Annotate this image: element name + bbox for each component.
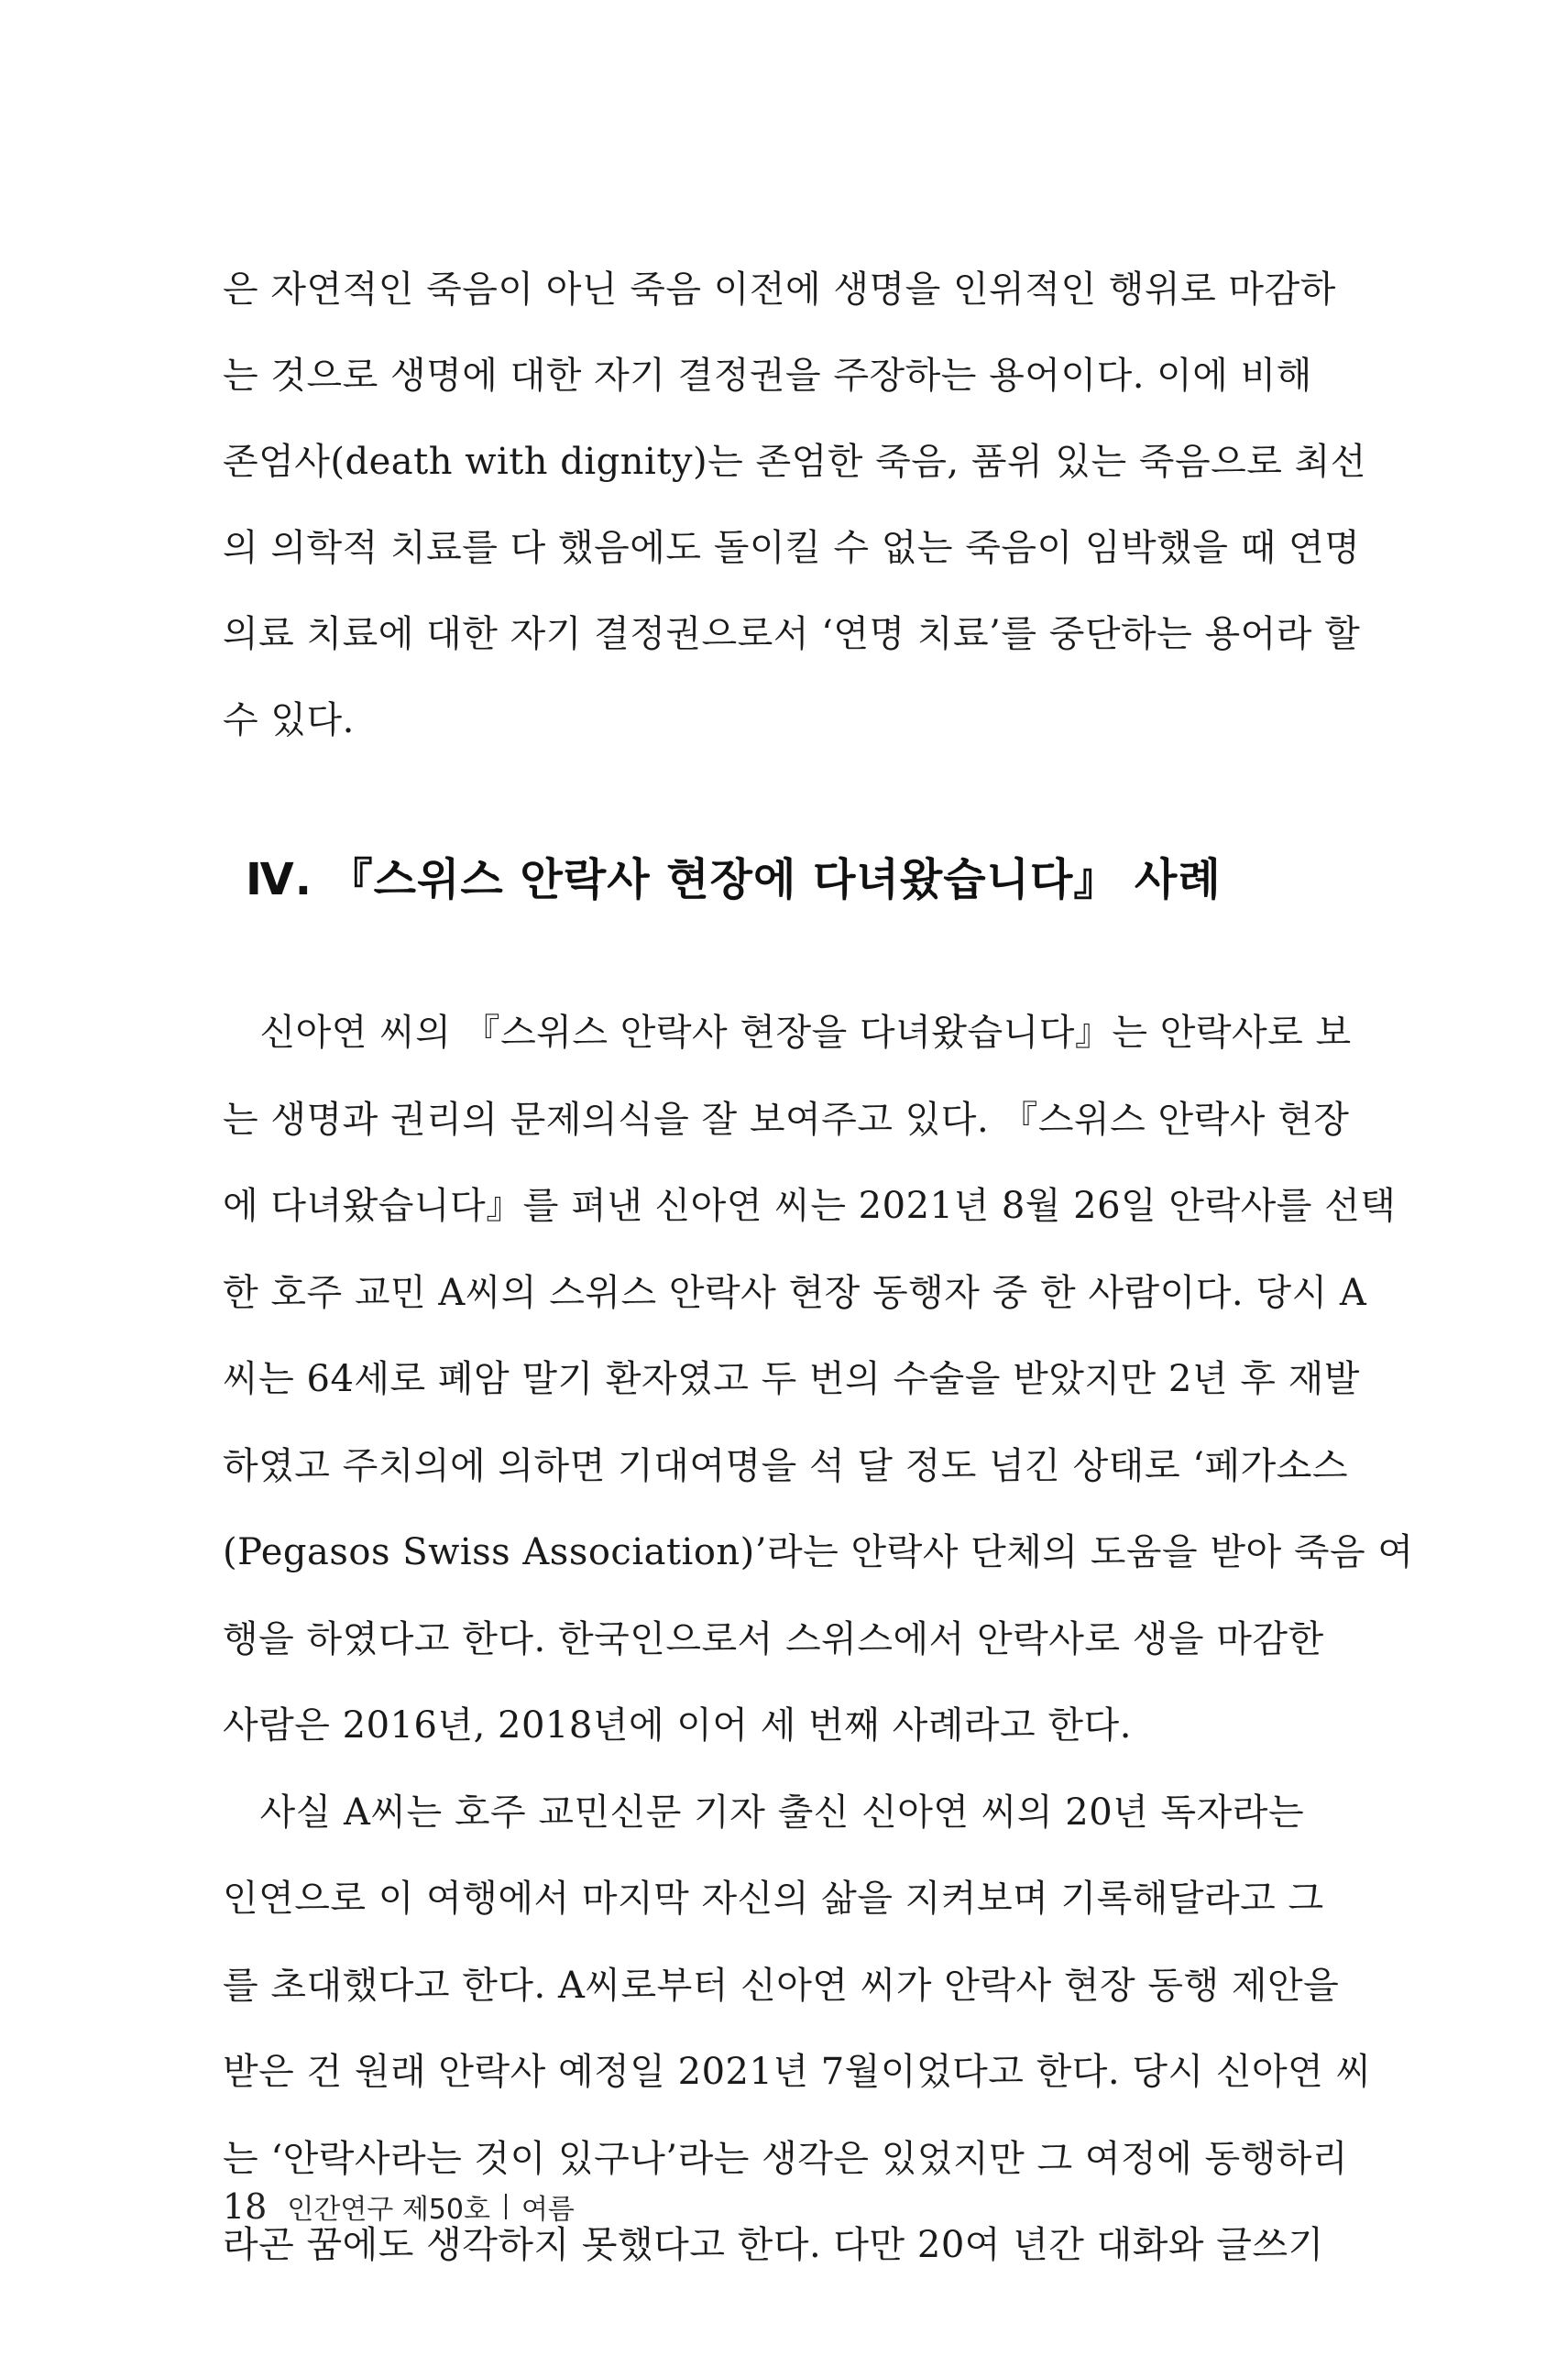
text-line: 는 생명과 권리의 문제의식을 잘 보여주고 있다. 『스위스 안락사 현장	[223, 1098, 1350, 1141]
section-heading: Ⅳ. 『스위스 안락사 현장에 다녀왔습니다』 사례	[246, 854, 1222, 905]
footer-divider	[505, 2194, 507, 2219]
text-line: 는 ‘안락사라는 것이 있구나’라는 생각은 있었지만 그 여정에 동행하리	[223, 2137, 1349, 2180]
text-line: 은 자연적인 죽음이 아닌 죽음 이전에 생명을 인위적인 행위로 마감하	[223, 268, 1336, 311]
journal-title: 인간연구 제50호	[287, 2194, 490, 2226]
text-line: 인연으로 이 여행에서 마지막 자신의 삶을 지켜보며 기록해달라고 그	[223, 1878, 1324, 1920]
text-line: 의 의학적 치료를 다 했음에도 돌이킬 수 없는 죽음이 임박했을 때 연명	[223, 527, 1361, 569]
text-line: 의료 치료에 대한 자기 결정권으로서 ‘연명 치료’를 중단하는 용어라 할	[223, 613, 1361, 655]
page-footer	[223, 2186, 575, 2227]
case-paragraphs	[223, 1011, 1414, 2310]
text-line: 한 호주 교민 A씨의 스위스 안락사 현장 동행자 중 한 사람이다. 당시 A	[223, 1271, 1367, 1314]
text-line: 하였고 주치의에 의하면 기대여명을 석 달 정도 넘긴 상태로 ‘페가소스	[223, 1444, 1349, 1487]
intro-paragraph	[223, 268, 1366, 784]
text-line: 에 다녀왔습니다』를 펴낸 신아연 씨는 2021년 8월 26일 안락사를 선택	[223, 1185, 1397, 1227]
text-line: 씨는 64세로 폐암 말기 환자였고 두 번의 수술을 받았지만 2년 후 재발	[223, 1358, 1360, 1400]
text-line: 사람은 2016년, 2018년에 이어 세 번째 사례라고 한다.	[223, 1704, 1132, 1747]
text-line: 를 초대했다고 한다. A씨로부터 신아연 씨가 안락사 현장 동행 제안을	[223, 1964, 1340, 2007]
text-line: (Pegasos Swiss Association)’라는 안락사 단체의 도움을 받아 죽음 여	[223, 1531, 1414, 1573]
text-line: 행을 하였다고 한다. 한국인으로서 스위스에서 안락사로 생을 마감한	[223, 1617, 1324, 1660]
text-line: 존엄사(death with dignity)는 존엄한 죽음, 품위 있는 죽음으로 최선	[223, 441, 1366, 483]
page-number: 18	[223, 2186, 268, 2227]
issue-season: 여름	[521, 2194, 575, 2226]
text-line: 수 있다.	[223, 699, 355, 741]
text-line: 신아연 씨의 『스위스 안락사 현장을 다녀왔습니다』는 안락사로 보	[223, 1012, 1352, 1054]
text-line: 사실 A씨는 호주 교민신문 기자 출신 신아연 씨의 20년 독자라는	[223, 1791, 1305, 1834]
text-line: 는 것으로 생명에 대한 자기 결정권을 주장하는 용어이다. 이에 비해	[223, 355, 1312, 397]
text-line: 라곤 꿈에도 생각하지 못했다고 한다. 다만 20여 년간 대화와 글쓰기	[223, 2224, 1324, 2266]
text-line: 받은 건 원래 안락사 예정일 2021년 7월이었다고 한다. 당시 신아연 씨	[223, 2051, 1372, 2093]
